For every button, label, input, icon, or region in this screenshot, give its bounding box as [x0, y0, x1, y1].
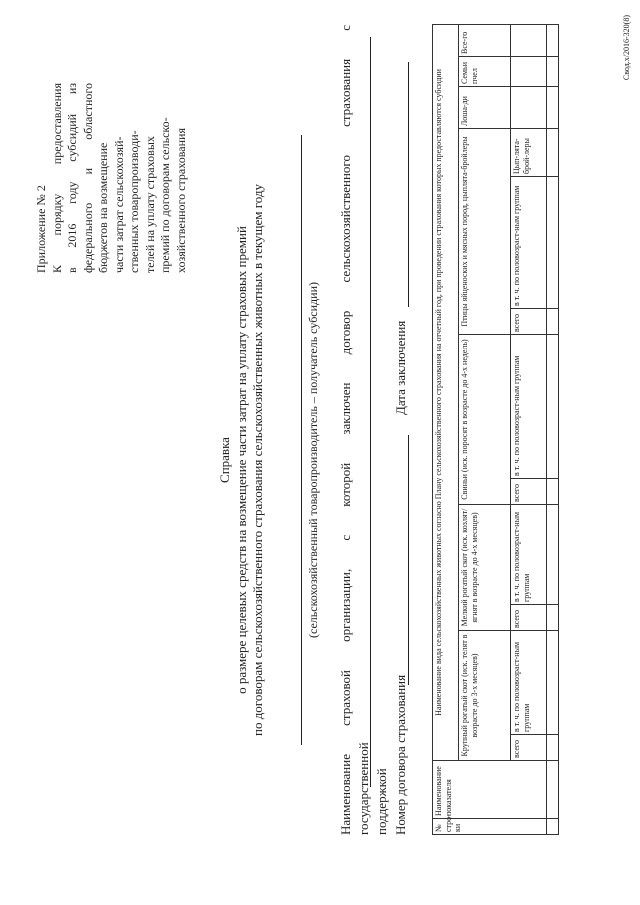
table-header-total: Все-го: [459, 24, 511, 56]
document-subtitle-2: по договорам сельскохозяйственного страхования сельскохозяйственных животных в текущем году: [250, 183, 265, 737]
table-header-group: Наименование вида сельскохозяйственных животных согласно Плану сельскохозяйственного страхования на отчетный год, при проведении страхования которых предоставляются субсидии: [433, 24, 459, 760]
table-header-small-cattle: Мелкий рогатый скот (иск. козлят/ягнят в возрасте до 4-х месяцев): [459, 505, 511, 631]
insurer-label-cont: государственной: [356, 742, 371, 835]
contract-date-underline: [408, 62, 409, 307]
table-header-poultry: Птицы яйценоских и мясных пород, цыплята-бройлеры: [459, 129, 511, 335]
appendix-line: части затрат сельскохозяй-: [111, 136, 126, 273]
appendix-line: хозяйственного страхования: [173, 128, 188, 273]
table-subheader-by-age: в т. ч. по половозраст-ным группам: [511, 177, 547, 309]
contract-number-label: Номер договора страхования: [393, 674, 408, 835]
appendix-title: Приложение № 2: [34, 185, 48, 273]
table-header-name: Наименование показателя: [433, 761, 547, 819]
table-header-cattle: Крупный рогатый скот (иск. телят в возрасте до 3-х месяцев): [459, 631, 511, 761]
insurer-label-cont: поддержкой: [374, 768, 389, 835]
table-subheader-by-age: в т. ч. по половозраст-ным группам: [511, 505, 547, 605]
table-subheader-total: всего: [511, 479, 547, 505]
table-subheader-by-age: в т. ч. по половозраст-ным группам: [511, 335, 547, 479]
table-header-pigs: Свиньи (иск. поросят в возрасте до 4-х недель): [459, 335, 511, 505]
contract-number-underline: [408, 435, 409, 685]
table-header-no: № стро-ки: [433, 819, 547, 835]
document-title: Справка: [217, 437, 232, 483]
table-subheader-total: всего: [511, 309, 547, 335]
table-header-bees: Семьи пчел: [459, 57, 511, 87]
recipient-caption: (сельскохозяйственный товаропроизводитель – получатель субсидии): [306, 282, 320, 638]
table-subheader-total: всего: [511, 735, 547, 761]
appendix-line: ственных товаропроизводи-: [127, 130, 141, 273]
insurer-underline: [370, 37, 371, 787]
appendix-line: телей на уплату страховых: [142, 136, 157, 273]
recipient-underline: [301, 135, 302, 745]
table-header-horses: Лоша-ди: [459, 87, 511, 129]
appendix-block: [34, 83, 189, 273]
document-subtitle-1: о размере целевых средств на возмещение части затрат на уплату страховых премий: [234, 226, 249, 694]
appendix-line: К порядку предоставления: [49, 83, 64, 273]
footer-code: Свод.х/2016-320(8): [622, 15, 631, 81]
insurer-label: Наименование страховой организации, с которой заключен договор сельскохозяйственного страхования с: [338, 25, 353, 835]
appendix-line: в 2016 году субсидий из: [65, 83, 79, 273]
table-subheader-by-age: в т. ч. по половозраст-ным группам: [511, 631, 547, 735]
table-subheader-total: всего: [511, 605, 547, 631]
appendix-line: бюджетов на возмещение: [96, 142, 110, 273]
contract-date-label: Дата заключения: [393, 320, 408, 415]
subsidy-table: [432, 24, 559, 835]
appendix-line: премий по договорам сельско-: [158, 117, 172, 273]
appendix-line: федерального и областного: [80, 83, 95, 273]
table-subheader-broilers: Цып-лята-брой-леры: [511, 129, 547, 177]
